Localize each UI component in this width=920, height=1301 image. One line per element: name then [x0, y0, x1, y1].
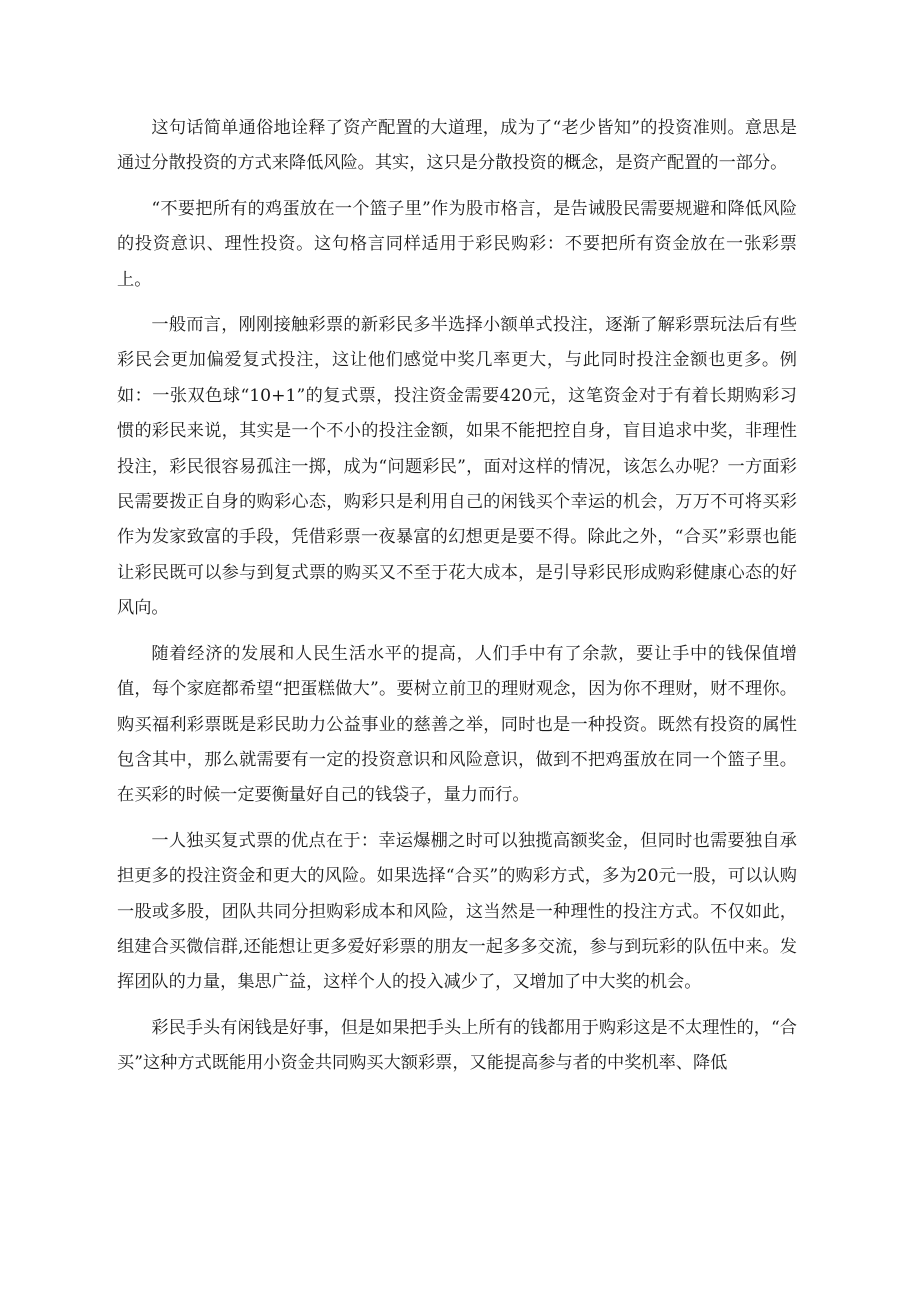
- paragraph-6: 彩民手头有闲钱是好事，但是如果把手头上所有的钱都用于购彩这是不太理性的，“合买”这种方式既能用小资金共同购买大额彩票，又能提高参与者的中奖机率、降低: [117, 1017, 797, 1074]
- paragraph-2: “不要把所有的鸡蛋放在一个篮子里”作为股市格言，是告诫股民需要规避和降低风险的投资意识、理性投资。这句格言同样适用于彩民购彩：不要把所有资金放在一张彩票上。: [117, 198, 797, 290]
- paragraph-1: 这句话简单通俗地诠释了资产配置的大道理，成为了“老少皆知”的投资准则。意思是通过分散投资的方式来降低风险。其实，这只是分散投资的概念，是资产配置的一部分。: [117, 118, 797, 174]
- paragraph-5: 一人独买复式票的优点在于：幸运爆棚之时可以独揽高额奖金，但同时也需要独自承担更多的投注资金和更大的风险。如果选择“合买”的购彩方式，多为20元一股，可以认购一股或多股，团队共同分担购彩成本和风险，这当然是一种理性的投注方式。不仅如此，组建合买微信群,还能想让更多爱好彩票的朋友一起多多交流，参与到玩彩的队伍中来。发挥团队的力量，集思广益，这样个人的投入减少了，又增加了中大奖的机会。: [117, 830, 797, 993]
- paragraph-3: 一般而言，刚刚接触彩票的新彩民多半选择小额单式投注，逐渐了解彩票玩法后有些彩民会更加偏爱复式投注，这让他们感觉中奖几率更大，与此同时投注金额也更多。例如：一张双色球“10+1”的复式票，投注资金需要420元，这笔资金对于有着长期购彩习惯的彩民来说，其实是一个不小的投注金额，如果不能把控自身，盲目追求中奖，非理性投注，彩民很容易孤注一掷，成为“问题彩民”，面对这样的情况，该怎么办呢？一方面彩民需要拨正自身的购彩心态，购彩只是利用自己的闲钱买个幸运的机会，万万不可将买彩作为发家致富的手段，凭借彩票一夜暴富的幻想更是要不得。除此之外，“合买”彩票也能让彩民既可以参与到复式票的购买又不至于花大成本，是引导彩民形成购彩健康心态的好风向。: [117, 315, 797, 619]
- article-body: [117, 111, 797, 1092]
- paragraph-4: 随着经济的发展和人民生活水平的提高，人们手中有了余款，要让手中的钱保值增值，每个家庭都希望“把蛋糕做大”。要树立前卫的理财观念，因为你不理财，财不理你。购买福利彩票既是彩民助力公益事业的慈善之举，同时也是一种投资。既然有投资的属性包含其中，那么就需要有一定的投资意识和风险意识，做到不把鸡蛋放在同一个篮子里。在买彩的时候一定要衡量好自己的钱袋子，量力而行。: [117, 643, 797, 806]
